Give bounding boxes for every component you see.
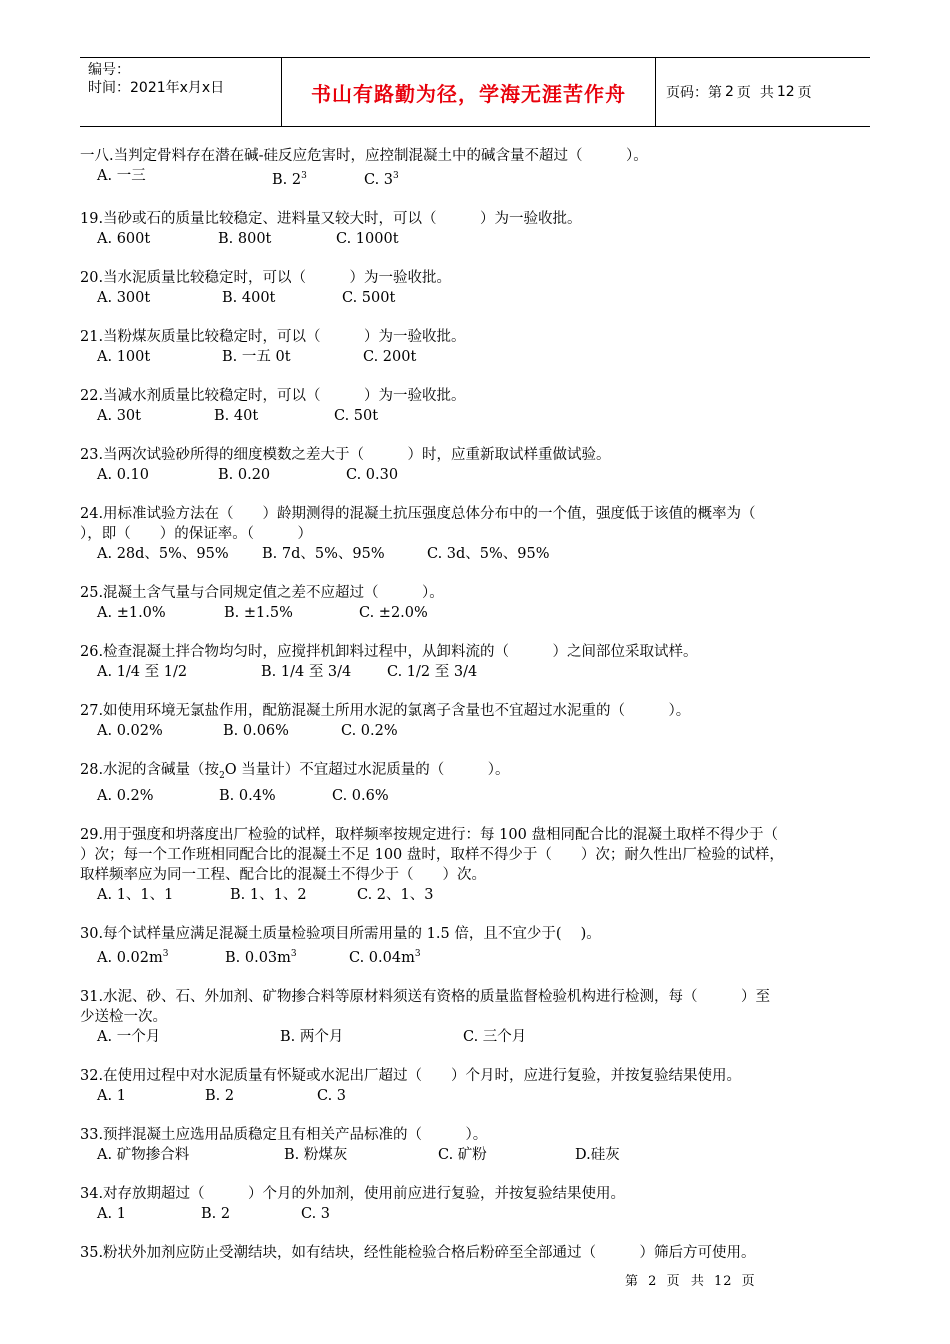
option-b: B. 1、1、2 (230, 886, 307, 903)
question-25: 25.混凝土含气量与合同规定值之差不应超过（ ）。 A. ±1.0% B. ±1.5% C. ±2.0% (80, 584, 444, 621)
document-time-label: 时间：2021年x月x日 (88, 80, 225, 96)
option-b: B. 7d、5%、95% (262, 545, 385, 562)
option-c: C. 3 (317, 1087, 347, 1104)
option-c: C. 3d、5%、95% (427, 545, 550, 562)
option-c: C. 1000t (336, 230, 399, 247)
question-24: 24.用标准试验方法在（ ）龄期测得的混凝土抗压强度总体分布中的一个值，强度低于该值的概率为（ ），即（ ）的保证率。（ ） A. 28d、5%、95% B. 7d、5%、95% C. 3d、5%、95% (80, 505, 756, 562)
option-d: D.硅灰 (575, 1146, 620, 1163)
option-a: A. 1、1、1 (97, 886, 174, 903)
option-c: C. 500t (342, 289, 396, 306)
option-c: C. 2、1、3 (357, 886, 434, 903)
option-b: B. 800t (218, 230, 272, 247)
option-b: B. $0.03m^3$ (225, 948, 297, 966)
option-a: A. 1/4 至 1/2 (97, 663, 188, 680)
header-motto: 书山有路勤为径，学海无涯苦作舟 (282, 58, 656, 126)
option-b: B. 1/4 至 3/4 (261, 663, 352, 680)
option-b: B. 0.06% (223, 722, 289, 739)
option-b: B. 两个月 (280, 1028, 344, 1045)
question-32: 32.在使用过程中对水泥质量有怀疑或水泥出厂超过（ ）个月时，应进行复验，并按复验结果使用。 A. 1 B. 2 C. 3 (80, 1067, 742, 1104)
question-29: 29.用于强度和坍落度出厂检验的试样，取样频率按规定进行：每 100 盘相同配合比的混凝土取样不得少于（ ）次；每一个工作班相同配合比的混凝土不足 100 盘时，取样不得少于（ ）次；耐久性出厂检验的试样， 取样频率应为同一工程、配合比的混凝土不得少于（ ）次。 A. 1、1、1 B. 1、1、2 C. 2、1、3 (80, 826, 784, 903)
option-a: A. 1 (97, 1087, 126, 1104)
option-c: C. 1/2 至 3/4 (387, 663, 478, 680)
question-33: 33.预拌混凝土应选用品质稳定且有相关产品标准的（ ）。 A. 矿物掺合料 B. 粉煤灰 C. 矿粉 D.硅灰 (80, 1126, 620, 1163)
option-b: B. 400t (222, 289, 276, 306)
option-a: A. 0.2% (97, 787, 154, 804)
option-b: B. 40t (214, 407, 259, 424)
option-a: A. 600t (97, 230, 151, 247)
option-b: B. 0.4% (219, 787, 276, 804)
page-footer: 第 2 页 共 12 页 (625, 1274, 756, 1289)
option-c: C. $0.04m^3$ (349, 948, 421, 966)
option-b: B. 2 (205, 1087, 235, 1104)
option-c: C. 三个月 (463, 1028, 527, 1045)
question-22: 22.当减水剂质量比较稳定时，可以（ ）为一验收批。 A. 30t B. 40t C. 50t (80, 387, 466, 424)
page-header (80, 57, 870, 127)
option-a: A. 矿物掺合料 (97, 1146, 190, 1163)
question-18: 一八.当判定骨料存在潜在碱-硅反应危害时，应控制混凝土中的碱含量不超过（ ）。 A. 一三 B. $2^3$ C. $3^3$ (80, 148, 648, 188)
option-c: C. 0.2% (341, 722, 398, 739)
question-20: 20.当水泥质量比较稳定时，可以（ ）为一验收批。 A. 300t B. 400t C. 500t (80, 269, 452, 306)
option-a: A. 30t (97, 407, 141, 424)
option-c: C. 50t (334, 407, 379, 424)
question-31: 31.水泥、砂、石、外加剂、矿物掺合料等原材料须送有资格的质量监督检验机构进行检测，每（ ）至 少送检一次。 A. 一个月 B. 两个月 C. 三个月 (80, 988, 771, 1045)
option-a: A. ±1.0% (97, 604, 166, 621)
option-a: A. $0.02m^3$ (97, 948, 169, 966)
question-list (80, 146, 880, 1282)
option-b: B. ±1.5% (224, 604, 293, 621)
option-a: A. 100t (97, 348, 151, 365)
option-c: C. 0.30 (346, 466, 399, 483)
option-a: A. 300t (97, 289, 151, 306)
option-c: C. 3 (301, 1205, 331, 1222)
question-28: 28.水泥的含碱量（按$_2$O 当量计）不宜超过水泥质量的（ ）。 A. 0.2% B. 0.4% C. 0.6% (80, 761, 510, 804)
option-a: A. 28d、5%、95% (97, 545, 229, 562)
option-a: A. 一三 (97, 168, 146, 184)
question-27: 27.如使用环境无氯盐作用，配筋混凝土所用水泥的氯离子含量也不宜超过水泥重的（ ）。 A. 0.02% B. 0.06% C. 0.2% (80, 702, 691, 739)
question-34: 34.对存放期超过（ ）个月的外加剂，使用前应进行复验，并按复验结果使用。 A. 1 B. 2 C. 3 (80, 1185, 626, 1222)
option-b: B. 2 (201, 1205, 231, 1222)
header-info (80, 58, 282, 126)
option-b: B. $2^3$ (272, 171, 307, 188)
question-19: 19.当砂或石的质量比较稳定、进料量又较大时，可以（ ）为一验收批。 A. 600t B. 800t C. 1000t (80, 210, 582, 247)
option-a: A. 一个月 (97, 1028, 161, 1045)
option-a: A. 0.02% (97, 722, 163, 739)
document-number-label: 编号： (88, 62, 130, 78)
option-c: C. 200t (363, 348, 417, 365)
header-page-info: 页码：第 2 页 共 12 页 (666, 84, 812, 101)
option-c: C. $3^3$ (364, 171, 399, 188)
question-23: 23.当两次试验砂所得的细度模数之差大于（ ）时，应重新取试样重做试验。 A. 0.10 B. 0.20 C. 0.30 (80, 446, 611, 483)
option-b: B. 一五 0t (222, 348, 291, 365)
question-26: 26.检查混凝土拌合物均匀时，应搅拌机卸料过程中，从卸料流的（ ）之间部位采取试样。 A. 1/4 至 1/2 B. 1/4 至 3/4 C. 1/2 至 3/4 (80, 643, 698, 680)
question-35: 35.粉状外加剂应防止受潮结块，如有结块，经性能检验合格后粉碎至全部通过（ ）筛后方可使用。 (80, 1244, 756, 1261)
question-21: 21.当粉煤灰质量比较稳定时，可以（ ）为一验收批。 A. 100t B. 一五 0t C. 200t (80, 328, 466, 365)
option-b: B. 粉煤灰 (284, 1146, 348, 1163)
option-c: C. 0.6% (332, 787, 389, 804)
option-c: C. 矿粉 (438, 1146, 487, 1163)
option-a: A. 0.10 (97, 466, 149, 483)
option-b: B. 0.20 (218, 466, 271, 483)
option-a: A. 1 (97, 1205, 126, 1222)
question-30: 30.每个试样量应满足混凝土质量检验项目所需用量的 1.5 倍，且不宜少于( )。 A. $0.02m^3$ B. $0.03m^3$ C. $0.04m^3$ (80, 925, 601, 966)
option-c: C. ±2.0% (359, 604, 428, 621)
